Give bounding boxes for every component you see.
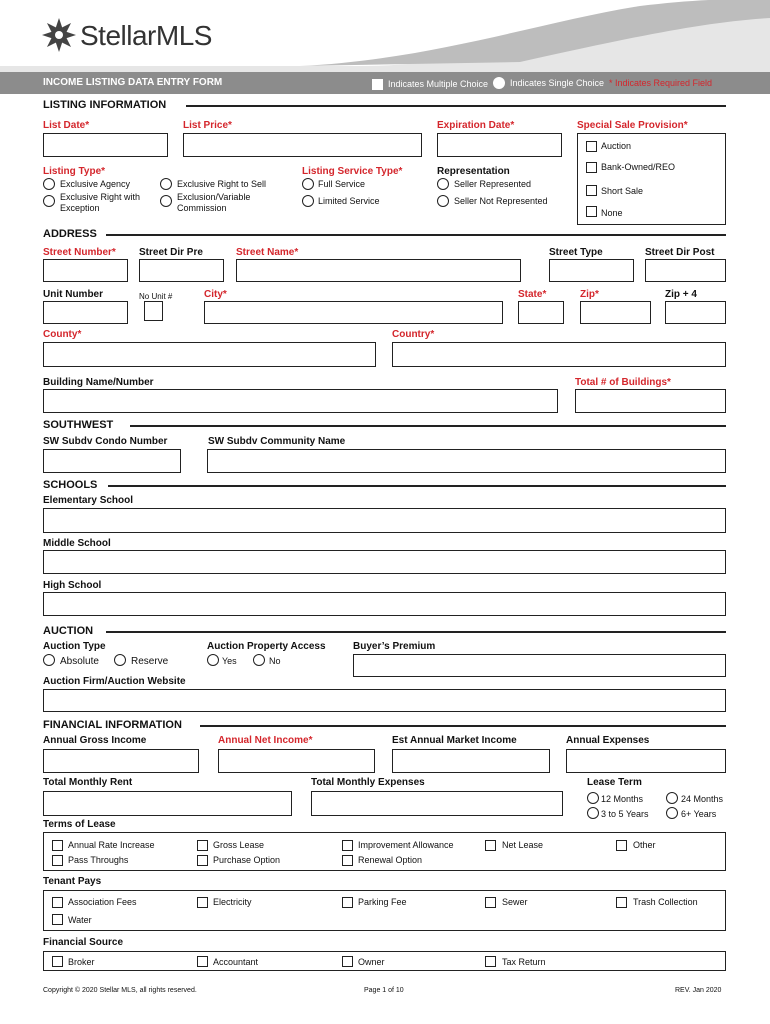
term-other-label: Other — [633, 840, 656, 850]
tenant-pays-label: Tenant Pays — [43, 876, 102, 887]
elementary-label: Elementary School — [43, 495, 134, 506]
section-schools: SCHOOLS — [43, 479, 98, 491]
footer-rev: REV. Jan 2020 — [675, 987, 722, 994]
lease-24-radio[interactable] — [666, 792, 678, 804]
tenant-parking-checkbox[interactable] — [342, 897, 353, 908]
gross-income-field[interactable] — [43, 749, 199, 773]
street-dir-post-label: Street Dir Post — [645, 247, 715, 258]
source-tax-return-checkbox[interactable] — [485, 956, 496, 967]
lt-exclusive-right-exception-radio[interactable] — [43, 195, 55, 207]
special-short-sale-checkbox[interactable] — [586, 185, 597, 196]
rep-seller-label: Seller Represented — [454, 179, 532, 189]
special-none-label: None — [601, 208, 623, 218]
city-field[interactable] — [204, 301, 503, 324]
building-label: Building Name/Number — [43, 377, 154, 388]
unit-number-label: Unit Number — [43, 289, 103, 300]
rep-not-radio[interactable] — [437, 195, 449, 207]
buyers-premium-field[interactable] — [353, 654, 726, 677]
stellar-star-logo-icon — [40, 16, 78, 54]
section-rule — [130, 425, 726, 427]
gross-income-label: Annual Gross Income — [43, 735, 147, 746]
section-rule — [106, 631, 726, 633]
term-gross-lease-label: Gross Lease — [213, 840, 265, 850]
monthly-expenses-field[interactable] — [311, 791, 563, 816]
country-field[interactable] — [392, 342, 726, 367]
rep-seller-radio[interactable] — [437, 178, 449, 190]
access-no-radio[interactable] — [253, 654, 265, 666]
list-price-field[interactable] — [183, 133, 422, 157]
term-pass-throughs-label: Pass Throughs — [68, 855, 129, 865]
section-financial-information: FINANCIAL INFORMATION — [43, 719, 182, 731]
terms-of-lease-label: Terms of Lease — [43, 819, 116, 830]
tenant-association-checkbox[interactable] — [52, 897, 63, 908]
street-dir-pre-label: Street Dir Pre — [139, 247, 203, 258]
state-field[interactable] — [518, 301, 564, 324]
zip4-label: Zip + 4 — [665, 289, 697, 300]
lease-3to5-radio[interactable] — [587, 807, 599, 819]
term-pass-throughs-checkbox[interactable] — [52, 855, 63, 866]
street-number-label: Street Number* — [43, 247, 116, 258]
term-gross-lease-checkbox[interactable] — [197, 840, 208, 851]
monthly-rent-label: Total Monthly Rent — [43, 777, 133, 788]
source-accountant-checkbox[interactable] — [197, 956, 208, 967]
st-limited-label: Limited Service — [318, 196, 380, 206]
market-income-label: Est Annual Market Income — [392, 735, 517, 746]
tenant-trash-label: Trash Collection — [633, 897, 698, 907]
lt-exclusion-variable-radio[interactable] — [160, 195, 172, 207]
section-rule — [200, 725, 726, 727]
term-improvement-checkbox[interactable] — [342, 840, 353, 851]
street-name-label: Street Name* — [236, 247, 299, 258]
list-price-label: List Price* — [183, 120, 232, 131]
access-yes-label: Yes — [222, 656, 237, 666]
lease-12-radio[interactable] — [587, 792, 599, 804]
footer-copyright: Copyright © 2020 Stellar MLS, all rights reserved. — [43, 987, 197, 994]
section-rule — [108, 485, 726, 487]
section-address: ADDRESS — [43, 228, 97, 240]
term-purchase-option-checkbox[interactable] — [197, 855, 208, 866]
term-renewal-option-label: Renewal Option — [358, 855, 423, 865]
expenses-field[interactable] — [566, 749, 726, 773]
firm-website-field[interactable] — [43, 689, 726, 712]
middle-field[interactable] — [43, 550, 726, 574]
footer-page: Page 1 of 10 — [364, 987, 404, 994]
access-no-label: No — [269, 656, 281, 666]
special-auction-checkbox[interactable] — [586, 141, 597, 152]
county-label: County* — [43, 329, 82, 340]
section-rule — [106, 234, 726, 236]
community-name-field[interactable] — [207, 449, 726, 473]
monthly-rent-field[interactable] — [43, 791, 292, 816]
net-income-label: Annual Net Income* — [218, 735, 313, 746]
tenant-water-checkbox[interactable] — [52, 914, 63, 925]
st-full-radio[interactable] — [302, 178, 314, 190]
lt-exclusion-variable-label: Exclusion/Variable Commission — [177, 192, 251, 213]
term-renewal-option-checkbox[interactable] — [342, 855, 353, 866]
street-dir-pre-field[interactable] — [139, 259, 224, 282]
high-field[interactable] — [43, 592, 726, 616]
rep-not-label: Seller Not Represented — [454, 196, 548, 206]
term-net-lease-checkbox[interactable] — [485, 840, 496, 851]
market-income-field[interactable] — [392, 749, 550, 773]
special-none-checkbox[interactable] — [586, 206, 597, 217]
multiple-choice-legend-icon — [372, 79, 383, 90]
zip-field[interactable] — [580, 301, 651, 324]
elementary-field[interactable] — [43, 508, 726, 533]
section-southwest: SOUTHWEST — [43, 419, 114, 431]
tenant-sewer-checkbox[interactable] — [485, 897, 496, 908]
section-auction: AUCTION — [43, 625, 94, 637]
building-field[interactable] — [43, 389, 558, 413]
property-access-label: Auction Property Access — [207, 641, 326, 652]
terms-of-lease-group — [43, 832, 726, 871]
special-bank-owned-label: Bank-Owned/REO — [601, 162, 676, 172]
single-choice-legend-icon — [493, 77, 505, 89]
street-type-label: Street Type — [549, 247, 603, 258]
middle-label: Middle School — [43, 538, 111, 549]
zip4-field[interactable] — [665, 301, 726, 324]
country-label: Country* — [392, 329, 435, 340]
monthly-expenses-label: Total Monthly Expenses — [311, 777, 425, 788]
auction-reserve-label: Reserve — [131, 656, 169, 667]
net-income-field[interactable] — [218, 749, 375, 773]
lt-exclusive-right-sell-radio[interactable] — [160, 178, 172, 190]
condo-number-label: SW Subdv Condo Number — [43, 436, 168, 447]
financial-source-label: Financial Source — [43, 937, 124, 948]
legend-single: Indicates Single Choice — [510, 78, 605, 88]
access-yes-radio[interactable] — [207, 654, 219, 666]
source-broker-checkbox[interactable] — [52, 956, 63, 967]
auction-type-label: Auction Type — [43, 641, 106, 652]
service-type-label: Listing Service Type* — [302, 166, 403, 177]
term-purchase-option-label: Purchase Option — [213, 855, 281, 865]
lease-term-label: Lease Term — [587, 777, 642, 788]
lt-exclusive-right-sell-label: Exclusive Right to Sell — [177, 179, 267, 189]
no-unit-checkbox[interactable] — [144, 301, 163, 321]
source-owner-label: Owner — [358, 957, 385, 967]
term-annual-rate-checkbox[interactable] — [52, 840, 63, 851]
tenant-electricity-checkbox[interactable] — [197, 897, 208, 908]
state-label: State* — [518, 289, 547, 300]
term-improvement-label: Improvement Allowance — [358, 840, 454, 850]
tenant-sewer-label: Sewer — [502, 897, 528, 907]
term-net-lease-label: Net Lease — [502, 840, 544, 850]
lt-exclusive-agency-radio[interactable] — [43, 178, 55, 190]
tenant-electricity-label: Electricity — [213, 897, 252, 907]
total-buildings-label: Total # of Buildings* — [575, 377, 671, 388]
special-sale-label: Special Sale Provision* — [577, 120, 688, 131]
list-date-field[interactable] — [43, 133, 168, 157]
term-other-checkbox[interactable] — [616, 840, 627, 851]
firm-website-label: Auction Firm/Auction Website — [43, 676, 186, 687]
condo-number-field[interactable] — [43, 449, 181, 473]
source-owner-checkbox[interactable] — [342, 956, 353, 967]
representation-label: Representation — [437, 166, 510, 177]
no-unit-label: No Unit # — [139, 292, 173, 301]
listing-type-label: Listing Type* — [43, 166, 106, 177]
section-listing-information: LISTING INFORMATION — [43, 99, 167, 111]
community-name-label: SW Subdv Community Name — [208, 436, 346, 447]
source-tax-return-label: Tax Return — [502, 957, 546, 967]
total-buildings-field[interactable] — [575, 389, 726, 413]
expiration-date-label: Expiration Date* — [437, 120, 515, 131]
lease-12-label: 12 Months — [601, 794, 644, 804]
tenant-trash-checkbox[interactable] — [616, 897, 627, 908]
legend-required: * Indicates Required Field — [609, 78, 713, 88]
high-label: High School — [43, 580, 102, 591]
expenses-label: Annual Expenses — [566, 735, 650, 746]
city-label: City* — [204, 289, 227, 300]
st-full-label: Full Service — [318, 179, 366, 189]
auction-absolute-radio[interactable] — [43, 654, 55, 666]
source-accountant-label: Accountant — [213, 957, 259, 967]
brand-logo-text: StellarMLS — [80, 20, 212, 51]
zip-label: Zip* — [580, 289, 599, 300]
county-field[interactable] — [43, 342, 376, 367]
street-number-field[interactable] — [43, 259, 128, 282]
street-name-field[interactable] — [236, 259, 521, 282]
section-rule — [186, 105, 726, 107]
lease-3to5-label: 3 to 5 Years — [601, 809, 649, 819]
form-title: INCOME LISTING DATA ENTRY FORM — [43, 77, 223, 88]
tenant-association-label: Association Fees — [68, 897, 137, 907]
st-limited-radio[interactable] — [302, 195, 314, 207]
special-bank-owned-checkbox[interactable] — [586, 162, 597, 173]
street-type-field[interactable] — [549, 259, 634, 282]
unit-number-field[interactable] — [43, 301, 128, 324]
legend-multiple: Indicates Multiple Choice — [388, 79, 489, 89]
special-sale-group — [577, 133, 726, 225]
tenant-parking-label: Parking Fee — [358, 897, 407, 907]
lease-6plus-radio[interactable] — [666, 807, 678, 819]
special-auction-label: Auction — [601, 141, 632, 151]
lt-exclusive-agency-label: Exclusive Agency — [60, 179, 131, 189]
tenant-water-label: Water — [68, 915, 92, 925]
source-broker-label: Broker — [68, 957, 95, 967]
lease-24-label: 24 Months — [681, 794, 724, 804]
special-short-sale-label: Short Sale — [601, 186, 644, 196]
lease-6plus-label: 6+ Years — [681, 809, 717, 819]
term-annual-rate-label: Annual Rate Increase — [68, 840, 155, 850]
auction-absolute-label: Absolute — [60, 656, 99, 667]
street-dir-post-field[interactable] — [645, 259, 726, 282]
expiration-date-field[interactable] — [437, 133, 562, 157]
list-date-label: List Date* — [43, 120, 90, 131]
buyers-premium-label: Buyer’s Premium — [353, 641, 436, 652]
lt-exclusive-right-exception-label: Exclusive Right with Exception — [60, 192, 141, 213]
auction-reserve-radio[interactable] — [114, 654, 126, 666]
